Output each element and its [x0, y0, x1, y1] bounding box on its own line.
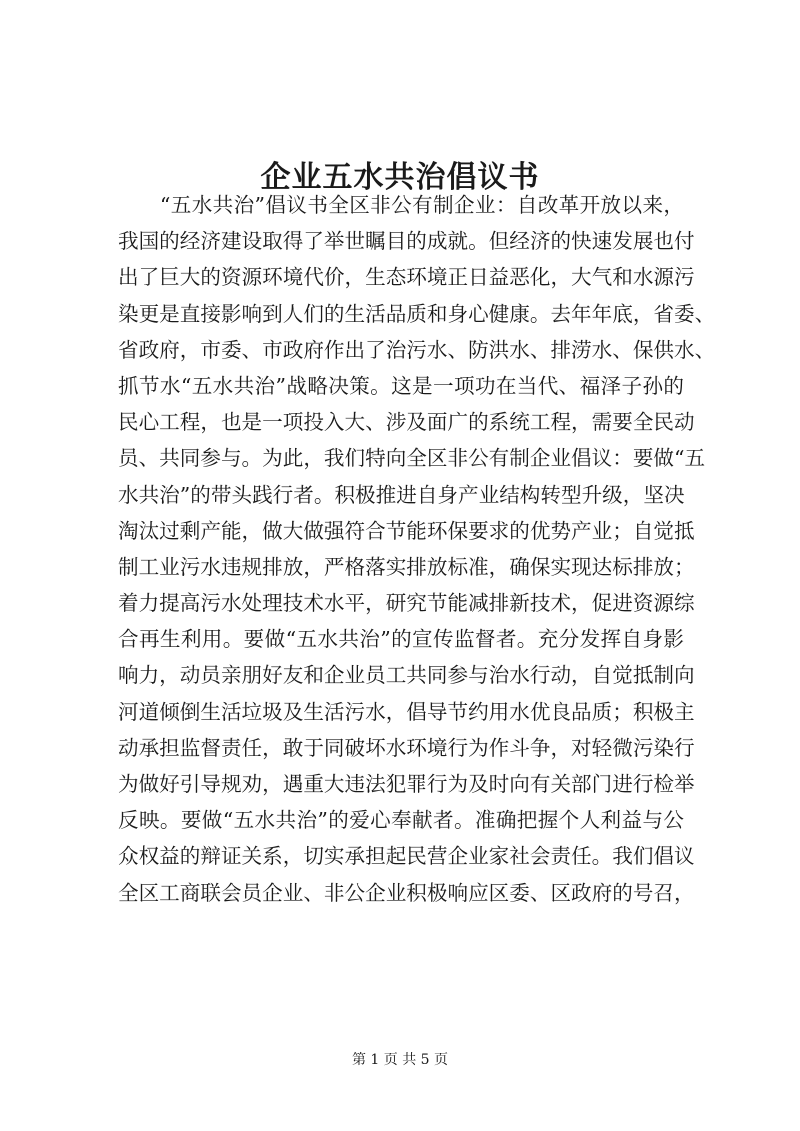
document-title: 企业五水共治倡议书: [260, 160, 540, 196]
body-line: 抓节水“五水共治”战略决策。这是一项功在当代、福泽子孙的: [118, 373, 684, 398]
body-line: 全区工商联会员企业、非公企业积极响应区委、区政府的号召，: [118, 880, 695, 905]
body-line: 为做好引导规劝，遇重大违法犯罪行为及时向有关部门进行检举: [118, 772, 695, 796]
body-line: 省政府，市委、市政府作出了治污水、防洪水、排涝水、保供水、: [118, 337, 716, 362]
body-line: 我国的经济建设取得了举世瞩目的成就。但经济的快速发展也付: [118, 229, 695, 254]
body-line: 制工业污水违规排放，严格落实排放标准，确保实现达标排放；: [118, 554, 695, 579]
body-line: 着力提高污水处理技术水平，研究节能减排新技术，促进资源综: [118, 591, 695, 616]
body-line: 染更是直接影响到人们的生活品质和身心健康。去年年底，省委、: [118, 301, 716, 326]
body-line: 众权益的辩证关系，切实承担起民营企业家社会责任。我们倡议: [118, 844, 695, 869]
body-line: 动承担监督责任，敢于同破坏水环境行为作斗争，对轻微污染行: [118, 735, 695, 760]
body-line: 响力，动员亲朋好友和企业员工共同参与治水行动，自觉抵制向: [118, 663, 695, 688]
body-line: “五水共治”倡议书全区非公有制企业：自改革开放以来，: [118, 193, 684, 217]
body-line: 出了巨大的资源环境代价，生态环境正日益恶化，大气和水源污: [118, 265, 695, 290]
document-body: [118, 187, 716, 911]
page-footer: 第 1 页 共 5 页: [351, 1052, 449, 1068]
body-line: 员、共同参与。为此，我们特向全区非公有制企业倡议：要做“五: [118, 446, 706, 471]
body-line: 反映。要做“五水共治”的爱心奉献者。准确把握个人利益与公: [118, 808, 684, 833]
body-line: 民心工程，也是一项投入大、涉及面广的系统工程，需要全民动: [118, 410, 695, 435]
body-line: 合再生利用。要做“五水共治”的宣传监督者。充分发挥自身影: [118, 627, 684, 652]
body-line: 水共治”的带头践行者。积极推进自身产业结构转型升级，坚决: [118, 482, 685, 507]
body-line: 河道倾倒生活垃圾及生活污水，倡导节约用水优良品质；积极主: [118, 699, 695, 724]
body-line: 淘汰过剩产能，做大做强符合节能环保要求的优势产业；自觉抵: [118, 518, 695, 543]
